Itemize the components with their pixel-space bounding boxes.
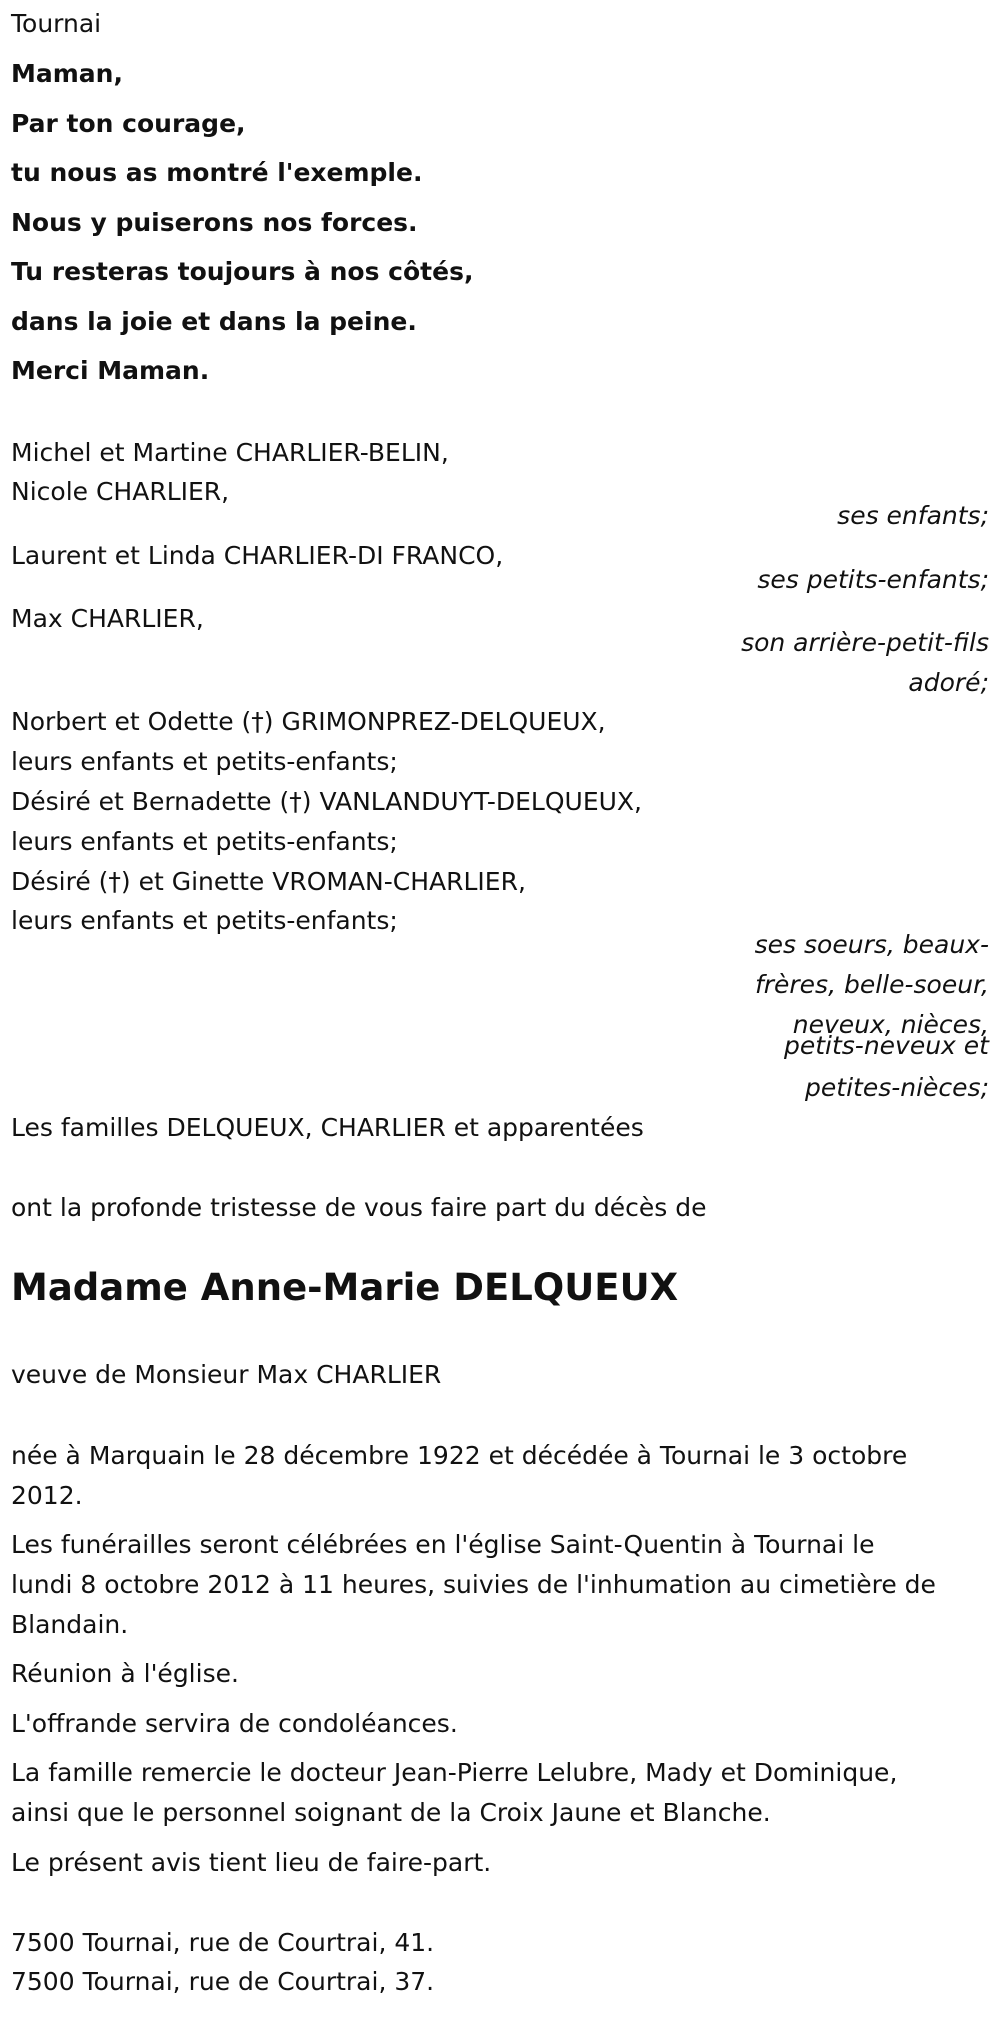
relation-label: frères, belle-soeur,	[754, 970, 989, 999]
address-line: 7500 Tournai, rue de Courtrai, 41.	[11, 1928, 435, 1957]
sibling-line: Norbert et Odette (†) GRIMONPREZ-DELQUEUX,	[11, 707, 606, 736]
announcement: ont la profonde tristesse de vous faire part du décès de	[11, 1193, 707, 1222]
relation-label: neveux, nièces,	[792, 1010, 989, 1039]
sibling-line: Désiré (†) et Ginette VROMAN-CHARLIER,	[11, 867, 526, 896]
relation-label: petites-nièces;	[805, 1073, 989, 1102]
poem-line: Merci Maman.	[11, 356, 210, 385]
birth-death-line: née à Marquain le 28 décembre 1922 et décédée à Tournai le 3 octobre	[11, 1441, 908, 1470]
poem-line: dans la joie et dans la peine.	[11, 307, 417, 336]
relation-label: petits-neveux et	[783, 1031, 989, 1060]
children-name: Michel et Martine CHARLIER-BELIN,	[11, 438, 449, 467]
funeral-line: Blandain.	[11, 1610, 129, 1639]
poem-line: Maman,	[11, 59, 123, 88]
thanks-line: ainsi que le personnel soignant de la Croix Jaune et Blanche.	[11, 1798, 771, 1827]
sibling-line: leurs enfants et petits-enfants;	[11, 906, 398, 935]
thanks-line: La famille remercie le docteur Jean-Pierre Lelubre, Mady et Dominique,	[11, 1758, 898, 1787]
address-line: 7500 Tournai, rue de Courtrai, 37.	[11, 1967, 435, 1996]
notice-line: Le présent avis tient lieu de faire-part.	[11, 1848, 492, 1877]
relation-label: ses soeurs, beaux-	[754, 930, 989, 959]
families-line: Les familles DELQUEUX, CHARLIER et apparentées	[11, 1113, 644, 1142]
poem-line: Par ton courage,	[11, 109, 246, 138]
location: Tournai	[11, 9, 102, 38]
widow-of: veuve de Monsieur Max CHARLIER	[11, 1360, 442, 1389]
relation-label: son arrière-petit-fils	[741, 628, 989, 657]
relation-label: ses petits-enfants;	[757, 565, 989, 594]
sibling-line: leurs enfants et petits-enfants;	[11, 747, 398, 776]
sibling-line: leurs enfants et petits-enfants;	[11, 827, 398, 856]
offering-line: L'offrande servira de condoléances.	[11, 1709, 458, 1738]
children-name: Nicole CHARLIER,	[11, 477, 230, 506]
funeral-line: lundi 8 octobre 2012 à 11 heures, suivies de l'inhumation au cimetière de	[11, 1570, 936, 1599]
birth-death-line: 2012.	[11, 1481, 83, 1510]
sibling-line: Désiré et Bernadette (†) VANLANDUYT-DELQUEUX,	[11, 787, 643, 816]
meeting-line: Réunion à l'église.	[11, 1659, 239, 1688]
great-grandchild-name: Max CHARLIER,	[11, 604, 204, 633]
funeral-line: Les funérailles seront célébrées en l'église Saint-Quentin à Tournai le	[11, 1530, 875, 1559]
poem-line: tu nous as montré l'exemple.	[11, 158, 423, 187]
poem-line: Nous y puiserons nos forces.	[11, 208, 418, 237]
relation-label: adoré;	[908, 668, 989, 697]
relation-label: ses enfants;	[837, 501, 989, 530]
grandchildren-name: Laurent et Linda CHARLIER-DI FRANCO,	[11, 541, 504, 570]
poem-line: Tu resteras toujours à nos côtés,	[11, 257, 474, 286]
deceased-name: Madame Anne-Marie DELQUEUX	[11, 1266, 679, 1309]
